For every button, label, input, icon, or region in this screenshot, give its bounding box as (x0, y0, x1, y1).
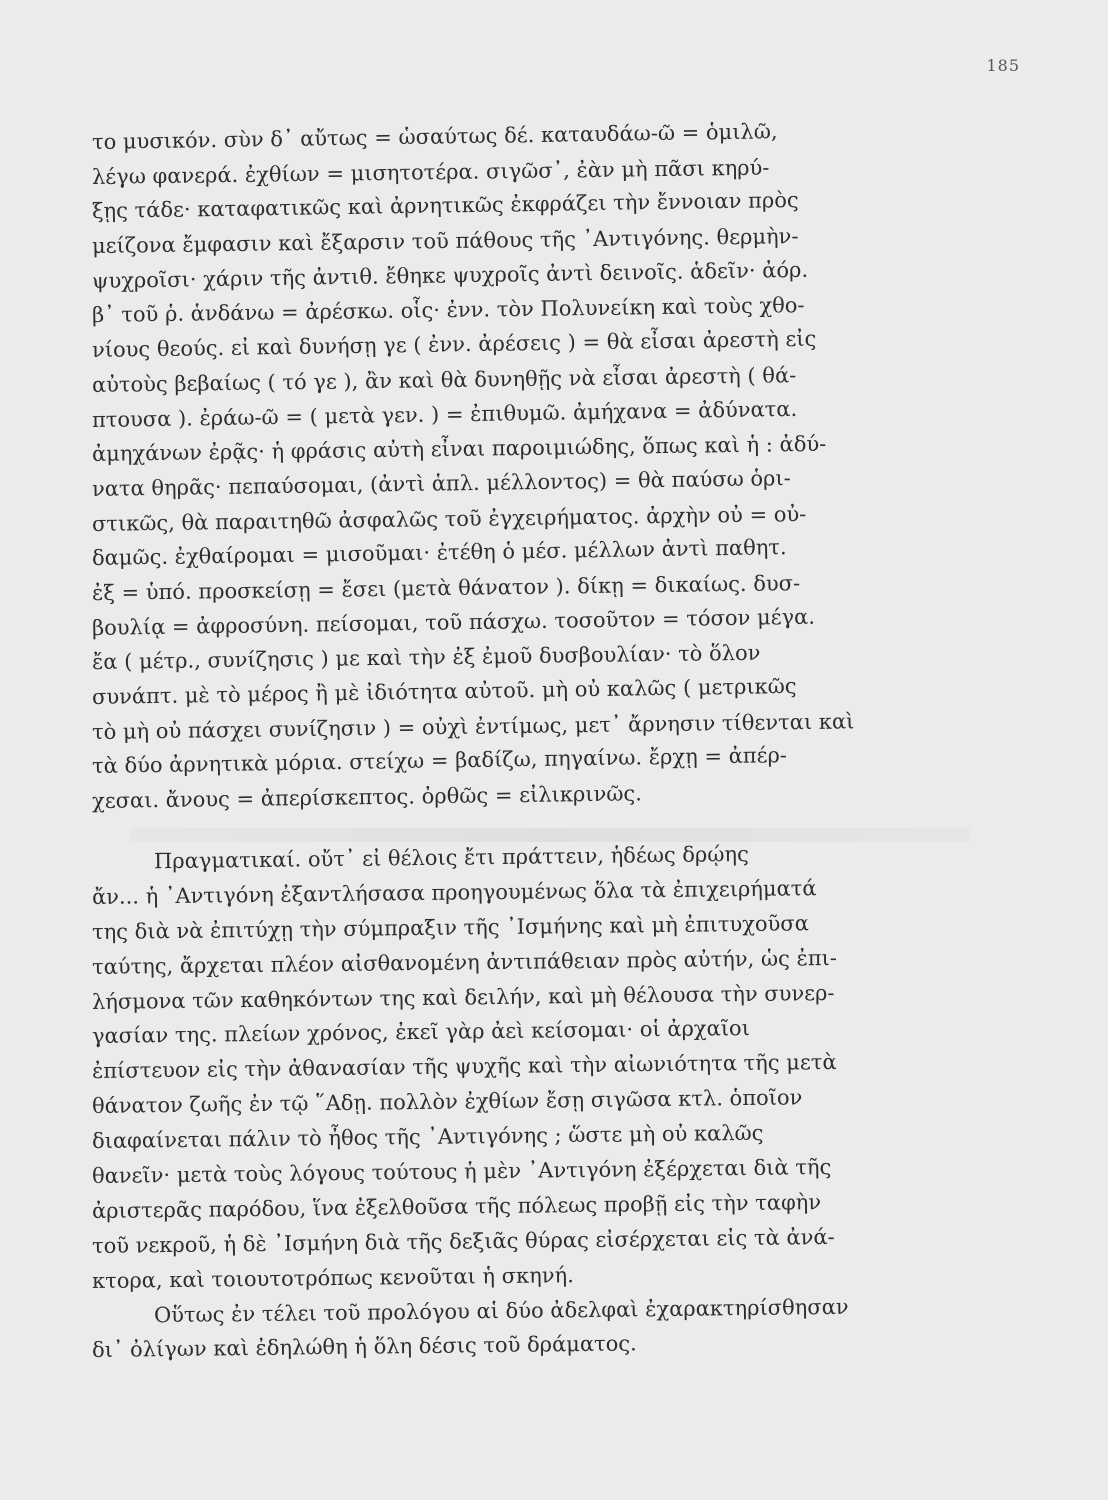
text-line: βουλίᾳ = ἀφροσύνη. πείσομαι, τοῦ πάσχω. τοσοῦτον = τόσον μέγα. (91, 604, 816, 640)
text-line: χεσαι. ἄνους = ἀπερίσκεπτος. ὀρθῶς = εἰλικρινῶς. (91, 781, 642, 814)
text-line: ψυχροῖσι· χάριν τῆς ἀντιθ. ἔθηκε ψυχροῖς ἀντὶ δεινοῖς. ἁδεῖν· ἀόρ. (91, 257, 809, 293)
text-line: τὰ δύο ἀρνητικὰ μόρια. στείχω = βαδίζω, πηγαίνω. ἔρχῃ = ἀπέρ- (91, 743, 788, 779)
text-line: ἀριστερᾶς παρόδου, ἵνα ἐξελθοῦσα τῆς πόλεως προβῇ εἰς τὴν ταφὴν (91, 1189, 822, 1223)
text-line: στικῶς, θὰ παραιτηθῶ ἀσφαλῶς τοῦ ἐγχειρήματος. ἀρχὴν οὐ = οὐ- (91, 501, 807, 536)
text-line: τοῦ νεκροῦ, ἡ δὲ ᾽Ισμήνη διὰ τῆς δεξιᾶς θύρας εἰσέρχεται εἰς τὰ ἀνά- (91, 1224, 835, 1258)
text-line: νατα θηρᾶς· πεπαύσομαι, (ἀντὶ ἁπλ. μέλλοντος) = θὰ παύσω ὁρι- (91, 465, 791, 501)
text-line: νίους θεούς. εἰ καὶ δυνήσῃ γε ( ἐνν. ἀρέσεις ) = θὰ εἶσαι ἀρεστὴ εἰς (91, 326, 817, 363)
text-line: ἔα ( μέτρ., συνίζησις ) με καὶ τὴν ἐξ ἐμοῦ δυσβουλίαν· τὸ ὅλον (91, 640, 761, 675)
text-line: πτουσα ). ἐράω-ῶ = ( μετὰ γεν. ) = ἐπιθυμῶ. ἀμήχανα = ἀδύνατα. (91, 396, 798, 432)
section-heading-line: Πραγματικαί. οὔτ᾽ εἰ θέλοις ἔτι πράττειν, ἡδέως δρῴης (153, 841, 749, 874)
text-line: τὸ μὴ οὐ πάσχει συνίζησιν ) = οὐχὶ ἐντίμως, μετ᾽ ἄρνησιν τίθενται καὶ (91, 709, 855, 744)
text-line: αὐτοὺς βεβαίως ( τό γε ), ἂν καὶ θὰ δυνηθῇς νὰ εἶσαι ἀρεστὴ ( θά- (91, 362, 797, 397)
text-line: κτορα, καὶ τοιουτοτρόπως κενοῦται ἡ σκηνή. (91, 1262, 574, 1293)
text-line: γασίαν της. πλείων χρόνος, ἐκεῖ γὰρ ἀεὶ κείσομαι· οἱ ἀρχαῖοι (91, 1016, 750, 1049)
text-line: συνάπτ. μὲ τὸ μέρος ἢ μὲ ἰδιότητα αὐτοῦ. μὴ οὐ καλῶς ( μετρικῶς (91, 673, 797, 709)
text-line: δι᾽ ὀλίγων καὶ ἐδηλώθη ἡ ὅλη δέσις τοῦ δράματος. (91, 1331, 637, 1363)
text-line: ἀμηχάνων ἐρᾷς· ἡ φράσις αὐτὴ εἶναι παροιμιώδης, ὅπως καὶ ἡ : ἀδύ- (91, 431, 827, 467)
text-line: θάνατον ζωῆς ἐν τῷ ῞Αδῃ. πολλὸν ἐχθίων ἔσῃ σιγῶσα κτλ. ὁποῖον (91, 1085, 803, 1119)
paragraph-start-line: Οὕτως ἐν τέλει τοῦ προλόγου αἱ δύο ἀδελφαὶ ἐχαρακτηρίσθησαν (153, 1294, 849, 1327)
text-line: β᾽ τοῦ ῥ. ἁνδάνω = ἀρέσκω. οἷς· ἐνν. τὸν Πολυνείκη καὶ τοὺς χθο- (91, 293, 805, 328)
text-line: θανεῖν· μετὰ τοὺς λόγους τούτους ἡ μὲν ᾽Αντιγόνη ἐξέρχεται διὰ τῆς (91, 1154, 832, 1189)
text-line: λήσμονα τῶν καθηκόντων της καὶ δειλήν, καὶ μὴ θέλουσα τὴν συνερ- (91, 980, 835, 1014)
text-line: ἐπίστευον εἰς τὴν ἀθανασίαν τῆς ψυχῆς καὶ τὴν αἰωνιότητα τῆς μετὰ (91, 1050, 837, 1084)
text-line: ἄν... ἡ ᾽Αντιγόνη ἐξαντλήσασα προηγουμένως ὅλα τὰ ἐπιχειρήματά (91, 876, 817, 909)
text-line: διαφαίνεται πάλιν τὸ ἦθος τῆς ᾽Αντιγόνης ; ὥστε μὴ οὐ καλῶς (91, 1120, 764, 1154)
text-line: μείζονα ἔμφασιν καὶ ἔξαρσιν τοῦ πάθους τῆς ᾽Αντιγόνης. θερμὴν- (91, 224, 799, 259)
text-line: ἐξ = ὑπό. προσκείσῃ = ἔσει (μετὰ θάνατον ). δίκῃ = δικαίως. δυσ- (91, 571, 801, 605)
page-number: 185 (986, 56, 1020, 75)
text-line: ταύτης, ἄρχεται πλέον αἰσθανομένη ἀντιπάθειαν πρὸς αὐτήν, ὡς ἐπι- (91, 945, 838, 979)
commentary-notes (91, 119, 997, 819)
text-line: λέγω φανερά. ἐχθίων = μισητοτέρα. σιγῶσ᾽, ἐὰν μὴ πᾶσι κηρύ- (91, 155, 770, 189)
text-line: δαμῶς. ἐχθαίρομαι = μισοῦμαι· ἐτέθη ὁ μέσ. μέλλων ἀντὶ παθητ. (91, 535, 787, 571)
text-line: ξῃς τάδε· καταφατικῶς καὶ ἀρνητικῶς ἐκφράζει τὴν ἔννοιαν πρὸς (91, 188, 799, 224)
text-line: της διὰ νὰ ἐπιτύχῃ τὴν σύμπραξιν τῆς ᾽Ισμήνης καὶ μὴ ἐπιτυχοῦσα (91, 911, 809, 944)
text-line: το μυσικόν. σὺν δ᾽ αὔτως = ὡσαύτως δέ. καταυδάω-ῶ = ὁμιλῶ, (91, 119, 778, 154)
analysis-section (91, 841, 997, 1368)
